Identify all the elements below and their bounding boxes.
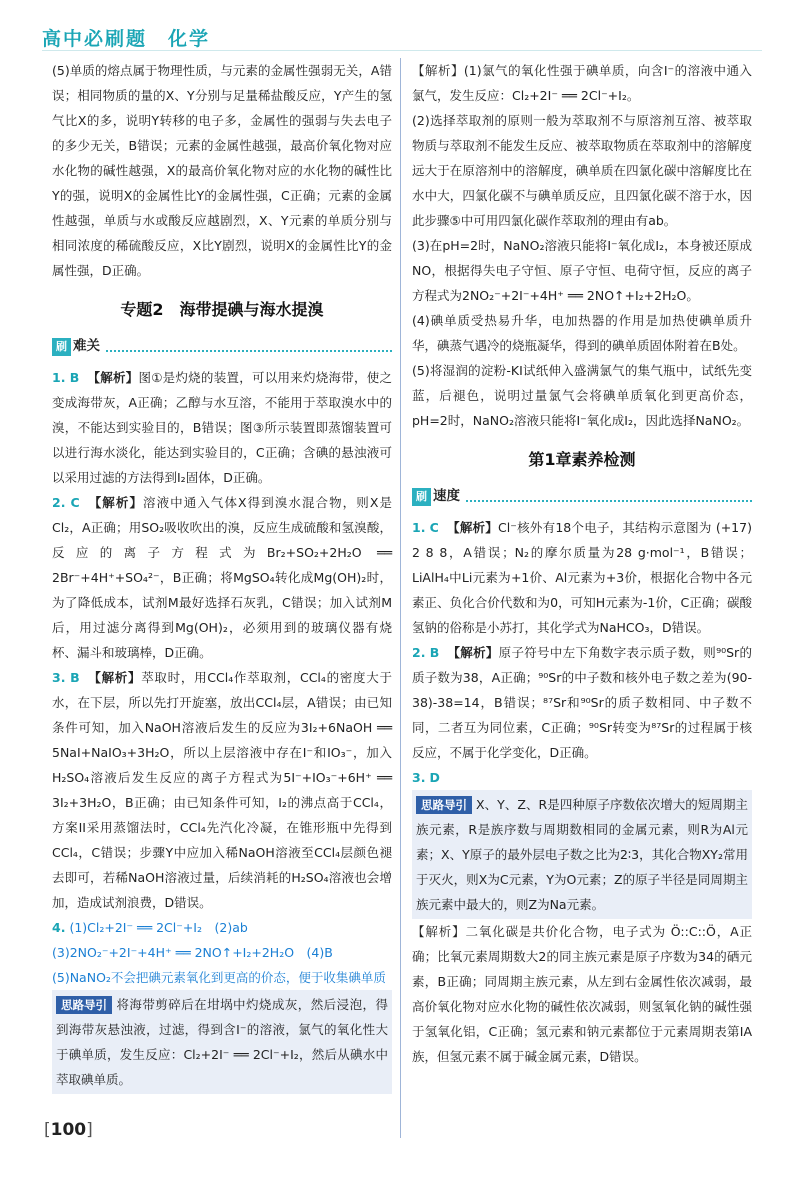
- right-column: [412, 58, 752, 1069]
- page-number-value: 100: [50, 1120, 87, 1140]
- right-paragraph-2: (2)选择萃取剂的原则一般为萃取剂不与原溶剂互溶、被萃取物质与萃取剂不能发生反应、被萃取物质在萃取剂中的溶解度远大于在原溶剂中的溶解度，碘单质在四氯化碳中溶解度比在水中大，四氯化碳不与碘单质反应，且四氯化碳不溶于水，因此步骤⑤中可用四氯化碳作萃取剂的理由有ab。: [412, 113, 752, 228]
- question-4: [52, 915, 392, 1094]
- question-2: [412, 640, 752, 765]
- question-number: 1.: [52, 370, 66, 385]
- guide-text: X、Y、Z、R是四种原子序数依次增大的短周期主族元素，R是族序数与周期数相同的金属元素，则R为Al元素；X、Y原子的最外层电子数之比为2∶3，其化合物XY₂常用于灭火，则X为C元素，Y为O元素；Z的原子半径是同周期主族元素中最大的，则Z为Na元素。: [416, 797, 748, 912]
- answer-letter: B: [69, 370, 80, 385]
- answer-line: (1)Cl₂+2I⁻ ══ 2Cl⁻+I₂ (2)ab: [69, 920, 248, 935]
- section-label: 难关: [73, 338, 100, 354]
- topic-title: 专题2 海带提碘与海水提溴: [120, 300, 324, 319]
- analysis-text: Cl⁻核外有18个电子，其结构示意图为 (+17) 2 8 8，A错误；N₂的摩尔质量为28 g·mol⁻¹，B错误；LiAlH₄中Li元素为+1价、Al元素为+3价，根据化合物中各元素正、负化合价代数和为0，可知H元素为-1价，C正确；碳酸氢钠的俗称是小苏打，其化学式为NaHCO₃，D错误。: [412, 520, 752, 635]
- page-number: [44, 1120, 93, 1140]
- question-number: 3.: [52, 670, 66, 685]
- answer-letter: C: [70, 495, 80, 510]
- analysis-tag: 【解析】: [447, 645, 499, 660]
- question-number: 2.: [52, 495, 66, 510]
- section-label: 速度: [433, 488, 460, 504]
- question-1: [412, 515, 752, 640]
- brush-icon: 刷: [52, 338, 71, 356]
- left-intro-paragraph: (5)单质的熔点属于物理性质，与元素的金属性强弱无关，A错误；相同物质的量的X、Y分别与足量稀盐酸反应，Y产生的氢气比X的多，说明Y转移的电子多，金属性的强弱与失去电子的多少无关，B错误；元素的金属性越强，最高价氧化物对应水化物的碱性越强，X的最高价氧化物对应的水化物的碱性比Y的强，说明X的金属性比Y的金属性强，C正确；元素的金属性越强，单质与水或酸反应越剧烈，X、Y元素的单质分别与相同浓度的稀硫酸反应，X比Y剧烈，说明X的金属性比Y的金属性强，D正确。: [52, 63, 392, 278]
- guide-label: 思路导引: [56, 996, 112, 1014]
- analysis-text: 萃取时，用CCl₄作萃取剂，CCl₄的密度大于水，在下层，所以先打开旋塞，放出CCl₄层，A错误；由已知条件可知，加入NaOH溶液后发生的反应为3I₂+6NaOH ══ 5NaI+NaIO₃+3H₂O，所以上层溶液中存在I⁻和IO₃⁻，加入H₂SO₄溶液后发生反应的离子方程式为5I⁻+IO₃⁻+6H⁺ ══ 3I₂+3H₂O，B正确；由已知条件可知，I₂的沸点高于CCl₄，方案II采用蒸馏法时，CCl₄先汽化冷凝，在锥形瓶中先得到CCl₄，C错误；步骤Y中应加入稀NaOH溶液至CCl₄层颜色褪去即可，若稀NaOH溶液过量，后续消耗的H₂SO₄溶液也会增加，造成试剂浪费，D错误。: [52, 670, 392, 910]
- analysis-text: 图①是灼烧的装置，可以用来灼烧海带，使之变成海带灰，A正确；乙醇与水互溶，不能用于萃取溴水中的溴，不能达到实验目的，B错误；图③所示装置即蒸馏装置可以进行海水淡化，能达到实验目的，C正确；含碘的悬浊液可以采用过滤的方法得到I₂固体，D正确。: [52, 370, 392, 485]
- bracket-left: [: [44, 1120, 51, 1140]
- brush-icon: 刷: [412, 488, 431, 506]
- column-divider: [400, 58, 401, 1138]
- analysis-text: 原子符号中左下角数字表示质子数，则⁹⁰Sr的质子数为38，A正确；⁹⁰Sr的中子数和核外电子数之差为(90-38)-38=14，B错误；⁸⁷Sr和⁹⁰Sr的质子数相同、中子数不同，二者互为同位素，C正确；⁹⁰Sr转变为⁸⁷Sr的过程属于核反应，不属于化学变化，D正确。: [412, 645, 752, 760]
- header-rule: [42, 50, 762, 51]
- guide-box: [52, 990, 392, 1094]
- right-paragraph-5: (5)将湿润的淀粉-KI试纸伸入盛满氯气的集气瓶中，试纸先变蓝，后褪色，说明过量氯气会将碘单质氧化到更高价态，pH=2时，NaNO₂溶液只能将I⁻氧化成I₂，因此选择NaNO₂。: [412, 363, 752, 428]
- analysis-tag: 【解析】: [87, 370, 139, 385]
- analysis-tag: 【解析】: [447, 520, 499, 535]
- answer-letter: B: [70, 670, 80, 685]
- analysis-tag: 【解析】: [88, 670, 142, 685]
- answer-letter: C: [429, 520, 439, 535]
- question-number: 2.: [412, 645, 426, 660]
- chapter-title: 第1章素养检测: [528, 450, 636, 469]
- right-paragraph-3: (3)在pH=2时，NaNO₂溶液只能将I⁻氧化成I₂，本身被还原成NO，根据得失电子守恒、原子守恒、电荷守恒，反应的离子方程式为2NO₂⁻+2I⁻+4H⁺ ══ 2NO↑+I₂+2H₂O。: [412, 238, 752, 303]
- analysis-text: 【解析】二氧化碳是共价化合物，电子式为 Ö::C::Ö，A正确；比氧元素周期数大2的同主族元素是原子序数为34的硒元素，B正确；同周期主族元素，从左到右金属性依次减弱，最高价氧化物对应水化物的碱性依次减弱，则氢氧化钠的碱性强于氢氧化铝，C正确；氢元素和钠元素都位于元素周期表第IA族，但氢元素不属于碱金属元素，D错误。: [412, 924, 752, 1064]
- question-number: 1.: [412, 520, 426, 535]
- guide-box: [412, 790, 752, 919]
- analysis-text: 溶液中通入气体X得到溴水混合物，则X是Cl₂，A正确；用SO₂吸收吹出的溴，反应生成硫酸和氢溴酸，反应的离子方程式为Br₂+SO₂+2H₂O ══ 2Br⁻+4H⁺+SO₄²⁻，B正确；将MgSO₄转化成Mg(OH)₂时，为了降低成本，试剂M最好选择石灰乳，C错误；加入试剂M后，用过滤分离得到Mg(OH)₂，必须用到的玻璃仪器有烧杯、漏斗和玻璃棒，D正确。: [52, 495, 392, 660]
- answer-letter: B: [429, 645, 440, 660]
- question-number: 4.: [52, 920, 66, 935]
- question-1: [52, 365, 392, 490]
- q4-line-1: [52, 915, 392, 940]
- guide-label: 思路导引: [416, 796, 472, 814]
- question-3: [52, 665, 392, 915]
- answer-letter: D: [429, 770, 440, 785]
- guide-text: 将海带剪碎后在坩埚中灼烧成灰，然后浸泡，得到海带灰悬浊液，过滤，得到含I⁻的溶液，氯气的氧化性大于碘单质，发生反应：Cl₂+2I⁻ ══ 2Cl⁻+I₂，然后从碘水中萃取碘单质。: [56, 997, 388, 1087]
- bracket-right: ]: [86, 1120, 93, 1140]
- question-2: [52, 490, 392, 665]
- question-3: [412, 765, 752, 1069]
- right-paragraph-1: 【解析】(1)氯气的氧化性强于碘单质，向含I⁻的溶液中通入氯气，发生反应：Cl₂+2I⁻ ══ 2Cl⁻+I₂。: [412, 63, 752, 103]
- q4-line-2: (3)2NO₂⁻+2I⁻+4H⁺ ══ 2NO↑+I₂+2H₂O (4)B: [52, 945, 333, 960]
- analysis-tag: 【解析】: [88, 495, 144, 510]
- book-title: 高中必刷题 化学: [42, 28, 211, 50]
- dotted-rule: [466, 492, 752, 502]
- right-paragraph-4: (4)碘单质受热易升华，电加热器的作用是加热使碘单质升华，碘蒸气遇冷的烧瓶凝华，得到的碘单质固体附着在B处。: [412, 313, 752, 353]
- section-badge-hard: [52, 334, 392, 359]
- q4-line-3: (5)NaNO₂不会把碘元素氧化到更高的价态，便于收集碘单质: [52, 970, 386, 985]
- left-column: [52, 58, 392, 1094]
- dotted-rule: [106, 342, 392, 352]
- q3-header: [412, 765, 752, 790]
- section-badge-speed: [412, 484, 752, 509]
- question-number: 3.: [412, 770, 426, 785]
